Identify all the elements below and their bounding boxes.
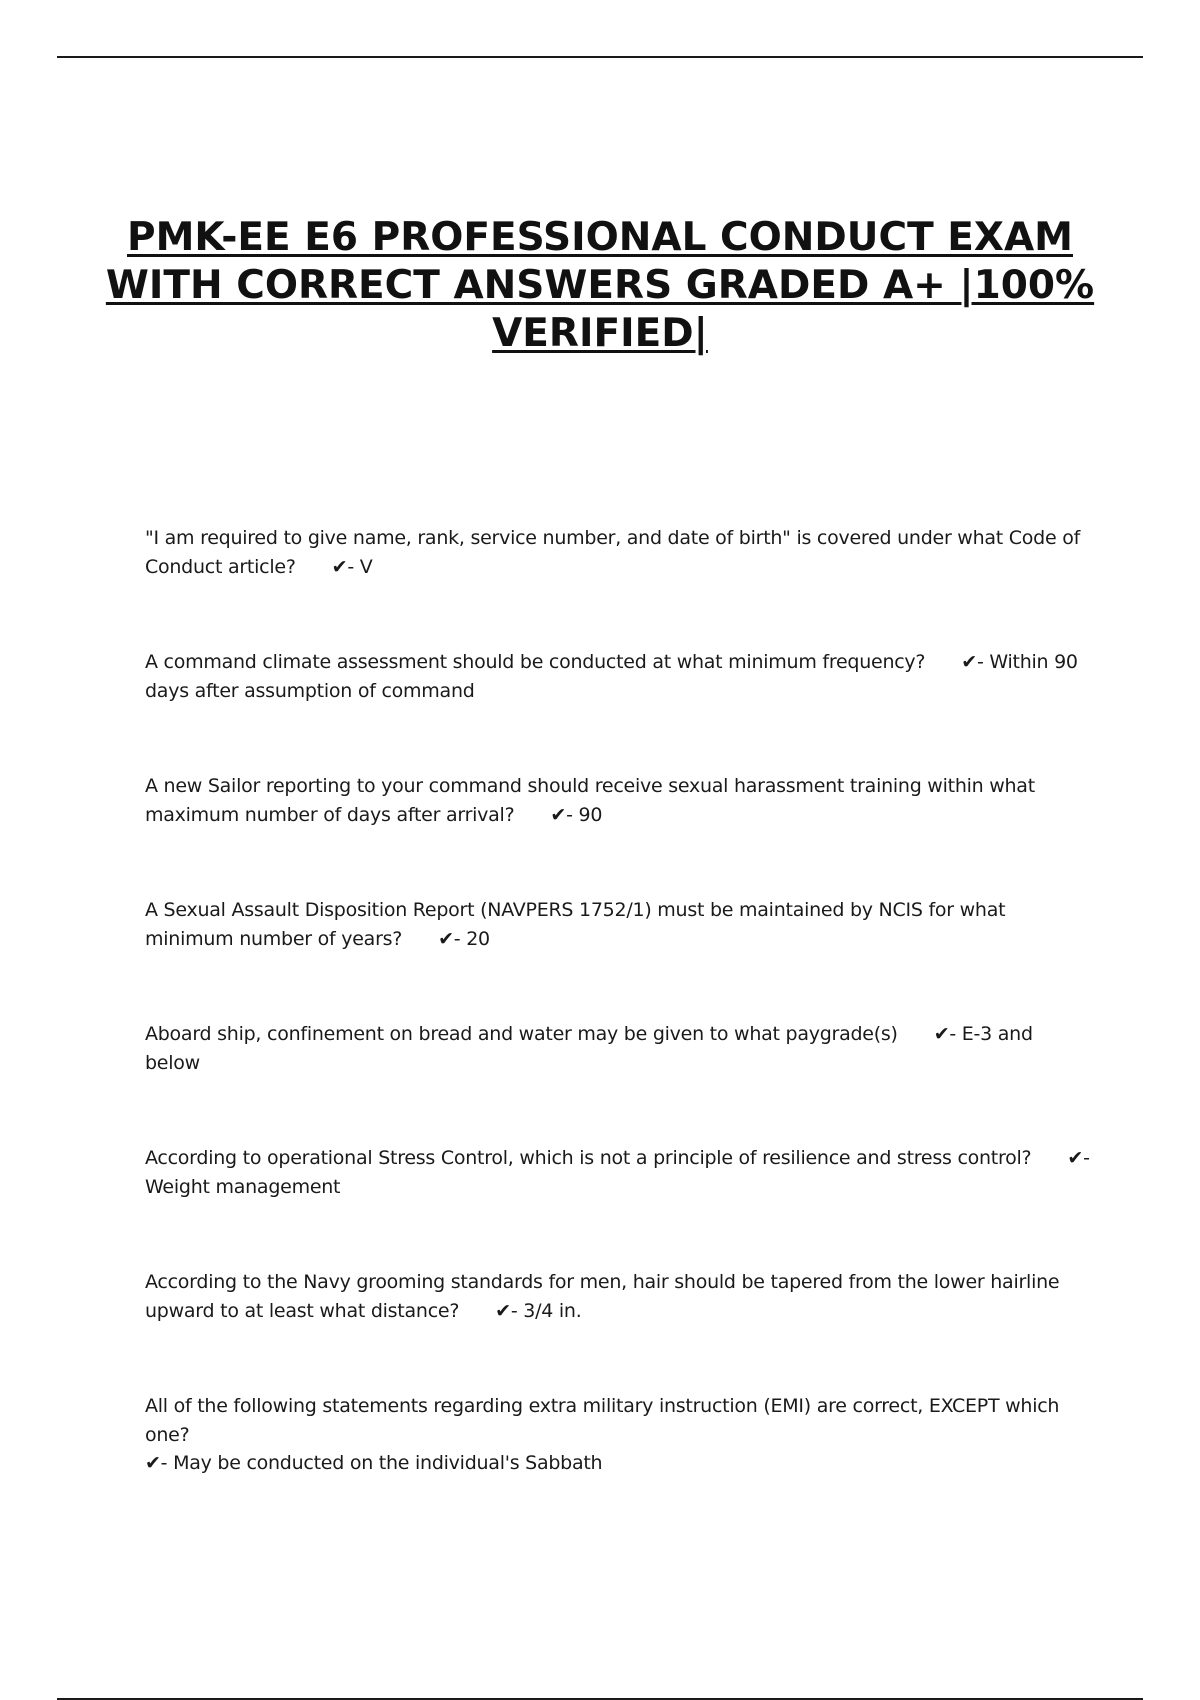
question-text: According to the Navy grooming standards for men, hair should be tapered from the lower hairline upward to at least what distance?	[145, 1271, 1060, 1322]
answer-separator: -	[976, 651, 990, 673]
check-icon: ✔	[145, 1452, 161, 1474]
answer-text: E-3 and below	[145, 1023, 1033, 1074]
question-text: A command climate assessment should be conducted at what minimum frequency?	[145, 651, 926, 673]
answer-separator: -	[1083, 1147, 1090, 1169]
list-item	[145, 896, 1090, 1020]
answer-text: V	[359, 555, 373, 578]
answer-text: 20	[466, 927, 490, 950]
check-icon: ✔	[438, 927, 454, 950]
question-text: A new Sailor reporting to your command should receive sexual harassment training within what maximum number of days after arrival?	[145, 775, 1035, 826]
check-icon: ✔	[495, 1299, 511, 1322]
question-list	[145, 524, 1090, 1516]
answer-text: May be conducted on the individual's Sabbath	[173, 1452, 603, 1474]
question-text: A Sexual Assault Disposition Report (NAVPERS 1752/1) must be maintained by NCIS for what minimum number of years?	[145, 899, 1006, 950]
answer-separator: -	[453, 927, 467, 950]
list-item	[145, 772, 1090, 896]
answer-text: Within 90 days after assumption of command	[145, 651, 1078, 702]
check-icon: ✔	[961, 651, 977, 673]
check-icon: ✔	[331, 555, 348, 578]
answer	[550, 804, 602, 826]
list-item	[145, 1020, 1090, 1144]
answer	[495, 1300, 581, 1322]
check-icon: ✔	[550, 803, 567, 826]
answer-separator: -	[566, 803, 579, 826]
answer	[145, 1452, 602, 1474]
list-item	[145, 1268, 1090, 1392]
question-text: "I am required to give name, rank, service number, and date of birth" is covered under what Code of Conduct article?	[145, 527, 1081, 578]
header-rule	[57, 56, 1143, 58]
list-item	[145, 648, 1090, 772]
answer-text: Weight management	[145, 1175, 341, 1198]
answer-separator: -	[510, 1299, 524, 1322]
question-text: All of the following statements regarding extra military instruction (EMI) are correct, EXCEPT which one?	[145, 1395, 1060, 1446]
check-icon: ✔	[1067, 1147, 1084, 1169]
answer-separator: -	[949, 1023, 962, 1045]
answer-separator: -	[347, 555, 360, 578]
question-text: Aboard ship, confinement on bread and water may be given to what paygrade(s)	[145, 1023, 898, 1045]
answer	[332, 556, 373, 578]
answer-separator: -	[160, 1452, 174, 1474]
list-item	[145, 1392, 1090, 1516]
list-item	[145, 1144, 1090, 1268]
answer-text: 3/4 in.	[523, 1299, 582, 1322]
answer-text: 90	[578, 803, 603, 826]
document-title: PMK-EE E6 PROFESSIONAL CONDUCT EXAM WITH CORRECT ANSWERS GRADED A+ |100% VERIFIED|	[105, 215, 1095, 356]
question-text: According to operational Stress Control, which is not a principle of resilience and stress control?	[145, 1147, 1032, 1169]
list-item	[145, 524, 1090, 648]
answer	[438, 928, 490, 950]
check-icon: ✔	[933, 1023, 950, 1045]
